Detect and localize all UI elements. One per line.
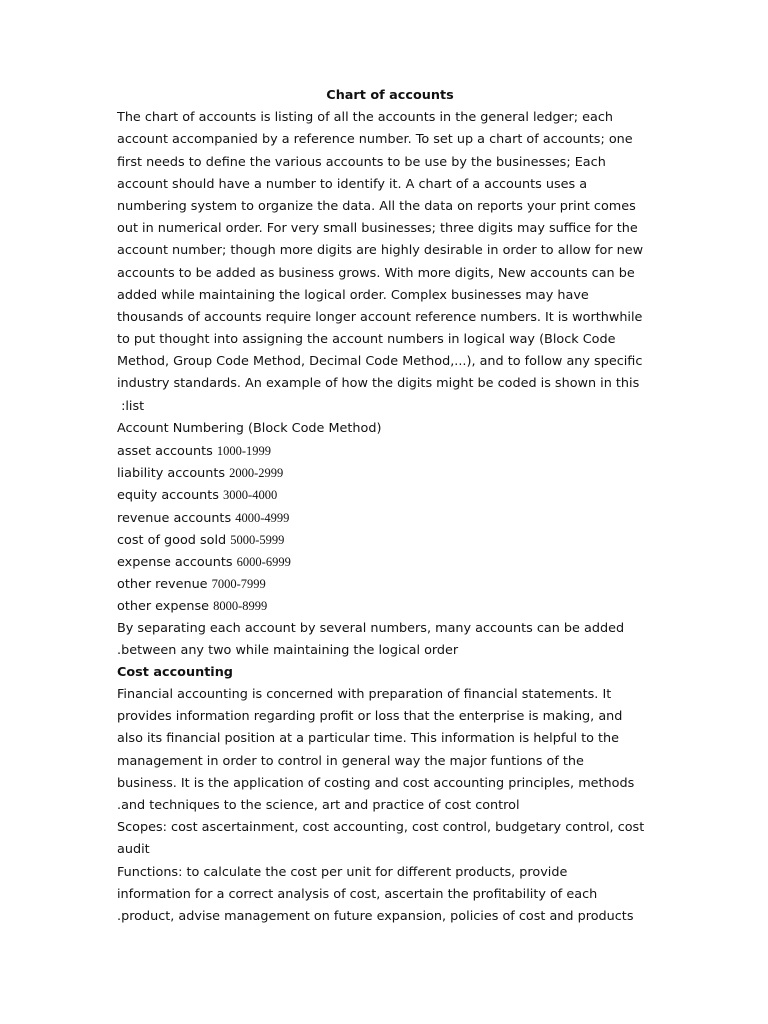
- cost-line: provides information regarding profit or loss that the enterprise is making, and: [117, 709, 623, 725]
- cost-line: also its financial position at a particular time. This information is helpful to the: [117, 731, 620, 747]
- intro-line: account number; though more digits are highly desirable in order to allow for new: [117, 243, 644, 259]
- scopes-line: audit: [117, 842, 150, 858]
- intro-line: industry standards. An example of how the digits might be coded is shown in this: [117, 376, 640, 392]
- list-item: [117, 462, 657, 484]
- functions-line: Functions: to calculate the cost per unit for different products, provide: [117, 864, 568, 880]
- intro-paragraph: [117, 107, 657, 418]
- intro-line: numbering system to organize the data. All the data on reports your print comes: [117, 198, 636, 214]
- account-label: equity accounts: [117, 488, 224, 504]
- cost-accounting-heading: Cost accounting: [117, 664, 233, 680]
- intro-line: first needs to define the various accounts to be use by the businesses; Each: [117, 154, 606, 170]
- intro-line: Method, Group Code Method, Decimal Code Method,...), and to follow any specific: [117, 354, 643, 370]
- intro-line: thousands of accounts require longer account reference numbers. It is worthwhile: [117, 309, 643, 325]
- scopes-line: Scopes: cost ascertainment, cost accounting, cost control, budgetary control, cost: [117, 820, 645, 836]
- functions-line: information for a correct analysis of cost, ascertain the profitability of each: [117, 886, 598, 902]
- account-label: liability accounts: [117, 466, 230, 482]
- intro-line: to put thought into assigning the account numbers in logical way (Block Code: [117, 332, 616, 348]
- intro-line: account accompanied by a reference number. To set up a chart of accounts; one: [117, 132, 633, 148]
- list-item: [117, 551, 657, 573]
- functions-line: .product, advise management on future expansion, policies of cost and products: [117, 908, 634, 924]
- account-range: 7000-7999: [211, 577, 266, 592]
- account-range: 6000-6999: [236, 554, 291, 569]
- list-item: [117, 484, 657, 506]
- document-page: [117, 85, 657, 928]
- account-label: asset accounts: [117, 444, 217, 459]
- cost-paragraph: [117, 684, 657, 817]
- cost-line: management in order to control in general way the major funtions of the: [117, 753, 584, 769]
- account-label: cost of good sold: [117, 532, 231, 548]
- list-item: [117, 507, 657, 529]
- cost-line: .and techniques to the science, art and practice of cost control: [117, 798, 520, 813]
- account-range: 2000-2999: [229, 466, 284, 481]
- account-range: 3000-4000: [223, 488, 278, 503]
- intro-line: account should have a number to identify it. A chart of a accounts uses a: [117, 176, 588, 192]
- intro-line: accounts to be added as business grows. With more digits, New accounts can be: [117, 265, 635, 281]
- account-range: 5000-5999: [230, 532, 285, 547]
- account-label: revenue accounts: [117, 510, 236, 526]
- account-label: other revenue: [117, 577, 212, 593]
- intro-line: The chart of accounts is listing of all the accounts in the general ledger; each: [117, 110, 614, 126]
- scopes-paragraph: [117, 817, 657, 861]
- numbering-heading: Account Numbering (Block Code Method): [117, 420, 382, 436]
- page-title: Chart of accounts: [326, 88, 454, 103]
- intro-line: added while maintaining the logical order. Complex businesses may have: [117, 287, 589, 303]
- cost-line: Financial accounting is concerned with preparation of financial statements. It: [117, 687, 612, 703]
- list-item: [117, 440, 657, 462]
- account-range: 1000-1999: [216, 444, 272, 458]
- list-item: [117, 573, 657, 595]
- list-item: [117, 595, 657, 617]
- separation-paragraph: [117, 618, 657, 662]
- cost-line: business. It is the application of costing and cost accounting principles, methods: [117, 775, 635, 791]
- account-label: expense accounts: [117, 554, 237, 570]
- account-label: other expense: [117, 599, 214, 615]
- functions-paragraph: [117, 862, 657, 929]
- separation-line: By separating each account by several numbers, many accounts can be added: [117, 620, 625, 636]
- intro-line: :list: [117, 398, 145, 414]
- list-item: [117, 529, 657, 551]
- account-range: 8000-8999: [213, 599, 268, 614]
- account-range: 4000-4999: [235, 510, 290, 525]
- separation-line: .between any two while maintaining the logical order: [117, 642, 459, 658]
- intro-line: out in numerical order. For very small businesses; three digits may suffice for the: [117, 221, 638, 237]
- account-range-list: [117, 440, 657, 618]
